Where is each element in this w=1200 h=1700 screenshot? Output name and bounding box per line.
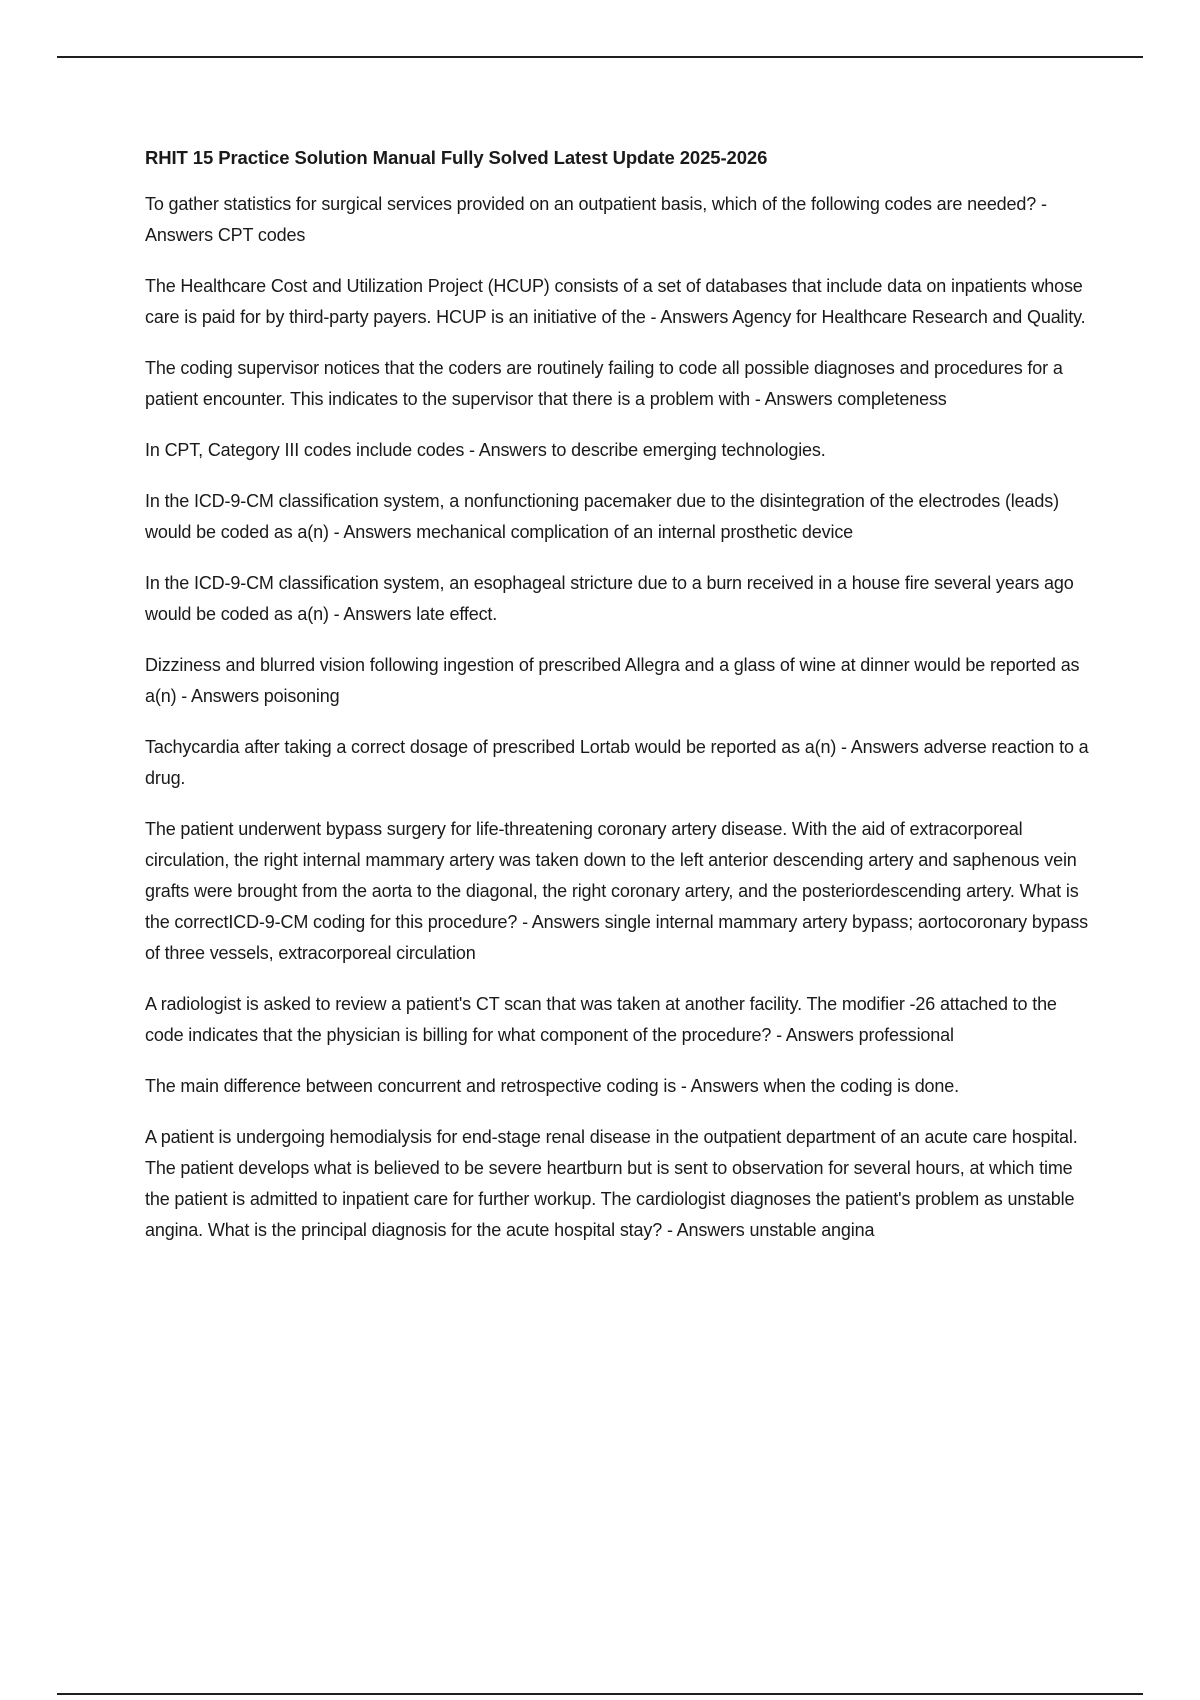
qa-item: To gather statistics for surgical services provided on an outpatient basis, which of the following codes are needed? - Answers CPT codes: [145, 194, 1047, 245]
qa-item: A patient is undergoing hemodialysis for end-stage renal disease in the outpatient department of an acute care hospital. The patient develops what is believed to be severe heartburn but is sent to observation for several hours, at which time the patient is admitted to inpatient care for further workup. The cardiologist diagnoses the patient's problem as unstable angina. What is the principal diagnosis for the acute hospital stay? - Answers unstable angina: [145, 1127, 1078, 1240]
header-rule: [57, 56, 1143, 58]
qa-item: Dizziness and blurred vision following ingestion of prescribed Allegra and a glass of wine at dinner would be reported as a(n) - Answers poisoning: [145, 655, 1080, 706]
document-title: RHIT 15 Practice Solution Manual Fully Solved Latest Update 2025-2026: [145, 147, 768, 168]
qa-item: The patient underwent bypass surgery for life-threatening coronary artery disease. With the aid of extracorporeal circulation, the right internal mammary artery was taken down to the left anterior descending artery and saphenous vein grafts were brought from the aorta to the diagonal, the right coronary artery, and the posteriordescending artery. What is the correctICD-9-CM coding for this procedure? - Answers single internal mammary artery bypass; aortocoronary bypass of three vessels, extracorporeal circulation: [145, 819, 1088, 963]
qa-item: In the ICD-9-CM classification system, a nonfunctioning pacemaker due to the disintegration of the electrodes (leads) would be coded as a(n) - Answers mechanical complication of an internal prosthetic device: [145, 491, 1059, 542]
footer-rule: [57, 1693, 1143, 1695]
qa-item: The Healthcare Cost and Utilization Project (HCUP) consists of a set of databases that include data on inpatients whose care is paid for by third-party payers. HCUP is an initiative of the - Answers Agency for Healthcare Research and Quality.: [145, 276, 1086, 327]
qa-item: The main difference between concurrent and retrospective coding is - Answers when the coding is done.: [145, 1076, 959, 1096]
document-body: [145, 142, 1090, 1266]
qa-item: The coding supervisor notices that the coders are routinely failing to code all possible diagnoses and procedures for a patient encounter. This indicates to the supervisor that there is a problem with - Answers completeness: [145, 358, 1063, 409]
qa-item: In CPT, Category III codes include codes - Answers to describe emerging technologies.: [145, 440, 826, 460]
qa-item: A radiologist is asked to review a patient's CT scan that was taken at another facility. The modifier -26 attached to the code indicates that the physician is billing for what component of the procedure? - Answers professional: [145, 994, 1057, 1045]
qa-item: In the ICD-9-CM classification system, an esophageal stricture due to a burn received in a house fire several years ago would be coded as a(n) - Answers late effect.: [145, 573, 1074, 624]
qa-item: Tachycardia after taking a correct dosage of prescribed Lortab would be reported as a(n) - Answers adverse reaction to a drug.: [145, 737, 1089, 788]
